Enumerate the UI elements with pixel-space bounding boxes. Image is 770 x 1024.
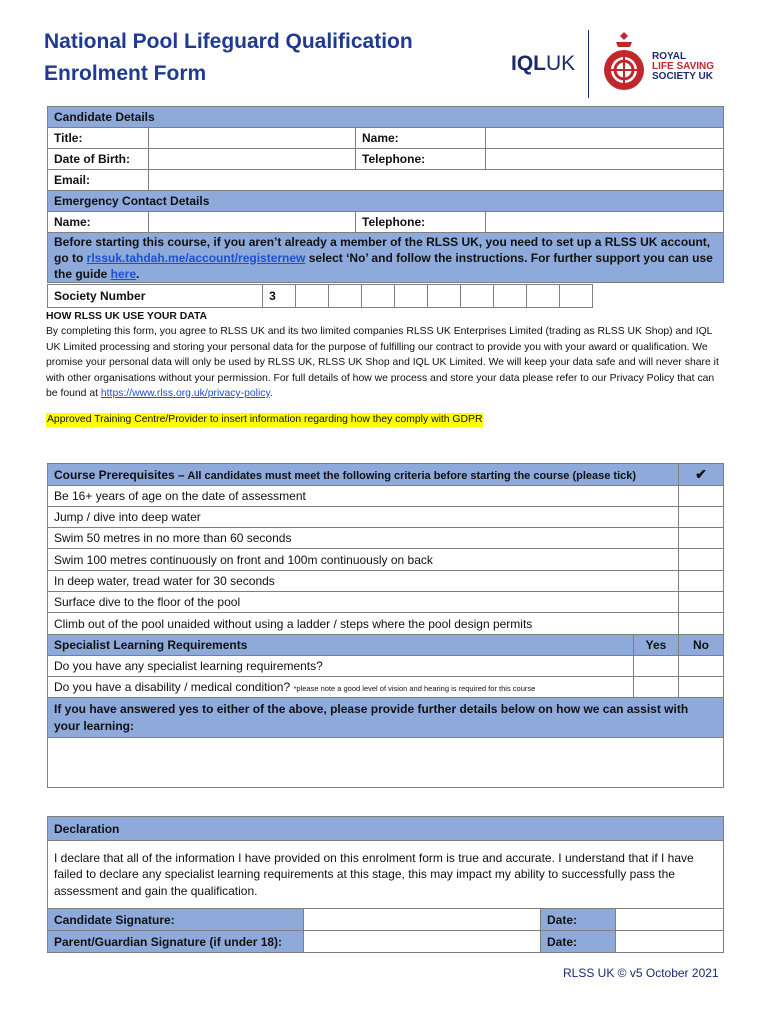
candidate-signature-label: Candidate Signature: <box>48 909 304 931</box>
dob-field[interactable] <box>149 149 356 170</box>
prerequisite-tick-box[interactable] <box>679 613 724 635</box>
society-number-table <box>47 284 723 308</box>
prerequisites-table <box>47 463 724 788</box>
specialist-q2-no-box[interactable] <box>679 677 724 698</box>
guide-link[interactable]: here <box>110 266 137 281</box>
email-label: Email: <box>48 170 149 191</box>
emergency-telephone-label: Telephone: <box>356 212 486 233</box>
emergency-name-label: Name: <box>48 212 149 233</box>
guardian-signature-label: Parent/Guardian Signature (if under 18): <box>48 931 304 953</box>
prerequisite-tick-box[interactable] <box>679 549 724 571</box>
prerequisites-header <box>48 464 679 486</box>
declaration-text: I declare that all of the information I have provided on this enrolment form is true and accurate. I understand that if I have failed to declare any specialist learning requirements at this stage, this may impact my ability to successfully pass the assessment and gain the qualification. <box>48 841 724 909</box>
email-field[interactable] <box>149 170 724 191</box>
no-column-header: No <box>679 635 724 656</box>
society-number-spacer <box>593 285 723 308</box>
title-line-1: National Pool Lifeguard Qualification <box>44 30 413 53</box>
rlss-line-3: SOCIETY UK <box>652 71 713 82</box>
telephone-label: Telephone: <box>356 149 486 170</box>
candidate-details-header: Candidate Details <box>48 107 724 128</box>
rlss-line-2: LIFE SAVING <box>652 61 715 72</box>
society-digit[interactable] <box>461 285 494 308</box>
prerequisite-tick-box[interactable] <box>679 528 724 549</box>
title-field[interactable] <box>149 128 356 149</box>
gdpr-heading: HOW RLSS UK USE YOUR DATA <box>46 311 208 322</box>
prerequisite-item: Jump / dive into deep water <box>48 507 679 528</box>
membership-instructions <box>48 233 724 283</box>
prerequisite-item: Surface dive to the floor of the pool <box>48 592 679 613</box>
specialist-q1-no-box[interactable] <box>679 656 724 677</box>
prerequisite-item: Be 16+ years of age on the date of assessment <box>48 486 679 507</box>
specialist-question-1: Do you have any specialist learning requirements? <box>48 656 634 677</box>
prerequisite-item: In deep water, tread water for 30 seconds <box>48 571 679 592</box>
vision-hearing-note: *please note a good level of vision and hearing is required for this course <box>293 684 536 693</box>
society-digit[interactable] <box>527 285 560 308</box>
society-digit[interactable] <box>329 285 362 308</box>
further-details-field[interactable] <box>48 738 724 788</box>
emergency-contact-header: Emergency Contact Details <box>48 191 724 212</box>
logo-divider <box>588 30 589 98</box>
society-digit[interactable] <box>296 285 329 308</box>
prerequisite-item: Climb out of the pool unaided without using a ladder / steps where the pool design permits <box>48 613 679 635</box>
rlss-line-1: ROYAL <box>652 51 687 62</box>
society-digit[interactable]: 3 <box>263 285 296 308</box>
emergency-telephone-field[interactable] <box>486 212 724 233</box>
candidate-date-label: Date: <box>541 909 616 931</box>
further-details-header: If you have answered yes to either of the above, please provide further details below on how we can assist with your learning: <box>48 698 724 738</box>
society-digit[interactable] <box>362 285 395 308</box>
gdpr-body <box>46 324 726 401</box>
specialist-q2-yes-box[interactable] <box>634 677 679 698</box>
privacy-policy-link[interactable]: https://www.rlss.org.uk/privacy-policy <box>100 388 270 400</box>
prerequisite-item: Swim 100 metres continuously on front and 100m continuously on back <box>48 549 679 571</box>
prerequisites-heading-rest: All candidates must meet the following criteria before starting the course (please tick) <box>184 469 637 482</box>
page-title <box>44 26 413 90</box>
guardian-date-label: Date: <box>541 931 616 953</box>
specialist-header: Specialist Learning Requirements <box>48 635 634 656</box>
society-digit[interactable] <box>428 285 461 308</box>
tick-column-header: ✔ <box>679 464 724 486</box>
society-digit[interactable] <box>395 285 428 308</box>
society-digit[interactable] <box>494 285 527 308</box>
declaration-header: Declaration <box>48 817 724 841</box>
candidate-signature-field[interactable] <box>304 909 541 931</box>
declaration-table <box>47 816 724 953</box>
rlss-crest-icon <box>599 30 649 94</box>
gdpr-highlight-note: Approved Training Centre/Provider to insert information regarding how they comply with GDPR <box>47 414 483 425</box>
telephone-field[interactable] <box>486 149 724 170</box>
prerequisites-heading-bold: Course Prerequisites – <box>54 467 185 482</box>
membership-text-end: . <box>136 266 140 281</box>
guardian-signature-field[interactable] <box>304 931 541 953</box>
specialist-question-2 <box>48 677 634 698</box>
yes-column-header: Yes <box>634 635 679 656</box>
gdpr-section <box>46 309 726 401</box>
candidate-details-table <box>47 106 724 283</box>
title-label: Title: <box>48 128 149 149</box>
dob-label: Date of Birth: <box>48 149 149 170</box>
emergency-name-field[interactable] <box>149 212 356 233</box>
rlss-logo-text <box>652 52 714 82</box>
prerequisite-item: Swim 50 metres in no more than 60 seconds <box>48 528 679 549</box>
name-field[interactable] <box>486 128 724 149</box>
prerequisite-tick-box[interactable] <box>679 486 724 507</box>
society-number-label: Society Number <box>48 285 263 308</box>
footer-copyright: RLSS UK © v5 October 2021 <box>563 966 719 980</box>
iql-logo-uk: UK <box>546 52 576 75</box>
membership-text-1: Before starting this course, if you aren’t already a member of the RLSS UK, you need to set up a RLSS UK account, go to <box>54 234 711 265</box>
iql-logo-text: IQL <box>511 52 546 75</box>
register-link[interactable]: rlssuk.tahdah.me/account/registernew <box>86 250 306 265</box>
guardian-date-field[interactable] <box>616 931 724 953</box>
gdpr-body-end: . <box>269 388 273 400</box>
specialist-question-2-text: Do you have a disability / medical condition? <box>54 680 294 694</box>
candidate-date-field[interactable] <box>616 909 724 931</box>
prerequisite-tick-box[interactable] <box>679 571 724 592</box>
specialist-q1-yes-box[interactable] <box>634 656 679 677</box>
gdpr-body-text: By completing this form, you agree to RLSS UK and its two limited companies RLSS UK Enterprises Limited (trading as RLSS UK Shop) and IQL UK Limited processing and storing your personal data for the purpose of fulfilling our contract to provide you with your award or qualification. We promise your personal data will only be used by RLSS UK, RLSS UK Shop and IQL UK Limited. We will keep your data safe and will never share it with other organisations without your permission. For full details of how we process and store your data please refer to our Privacy Policy that can be found at <box>46 326 719 400</box>
membership-text-2: select ‘No’ and follow the instructions. For further support you can use the guide <box>54 250 713 281</box>
title-line-2: Enrolment Form <box>44 62 207 85</box>
iql-uk-logo <box>511 52 575 76</box>
prerequisite-tick-box[interactable] <box>679 507 724 528</box>
prerequisite-tick-box[interactable] <box>679 592 724 613</box>
society-digit[interactable] <box>560 285 593 308</box>
name-label: Name: <box>356 128 486 149</box>
